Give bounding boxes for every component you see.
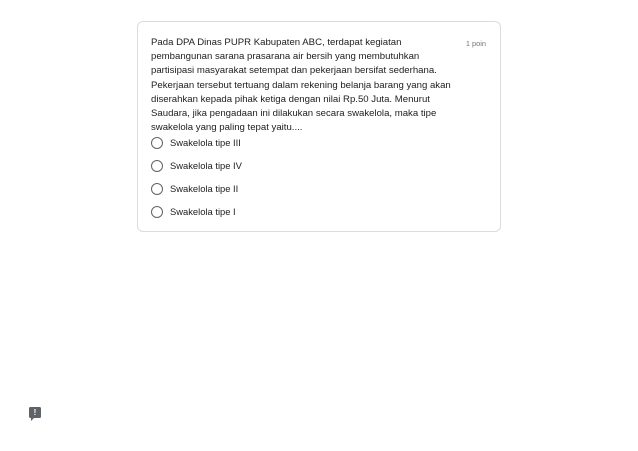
radio-button[interactable] [151,206,163,218]
radio-button[interactable] [151,160,163,172]
points-label: 1 poin [465,39,486,48]
option-label: Swakelola tipe I [170,206,236,217]
option-label: Swakelola tipe III [170,137,241,148]
radio-button[interactable] [151,137,163,149]
question-card [137,21,501,232]
report-feedback-icon[interactable]: ! [29,407,41,418]
option-label: Swakelola tipe IV [170,160,242,171]
option-label: Swakelola tipe II [170,183,239,194]
question-text: Pada DPA Dinas PUPR Kabupaten ABC, terdapat kegiatan pembangunan sarana prasarana air bersih yang membutuhkan partisipasi masyarakat setempat dan pekerjaan bersifat sederhana. Pekerjaan tersebut tertuang dalam rekening belanja barang yang akan diserahkan kepada pihak ketiga dengan nilai Rp.50 Juta. Menurut Saudara, jika pengadaan ini dilakukan secara swakelola, maka tipe swakelola yang paling tepat yaitu.... [151,37,451,134]
option-swakelola-tipe-iv[interactable] [151,154,242,177]
answer-options [151,131,242,223]
radio-button[interactable] [151,183,163,195]
option-swakelola-tipe-ii[interactable] [151,177,242,200]
option-swakelola-tipe-iii[interactable] [151,131,242,154]
option-swakelola-tipe-i[interactable] [151,200,242,223]
